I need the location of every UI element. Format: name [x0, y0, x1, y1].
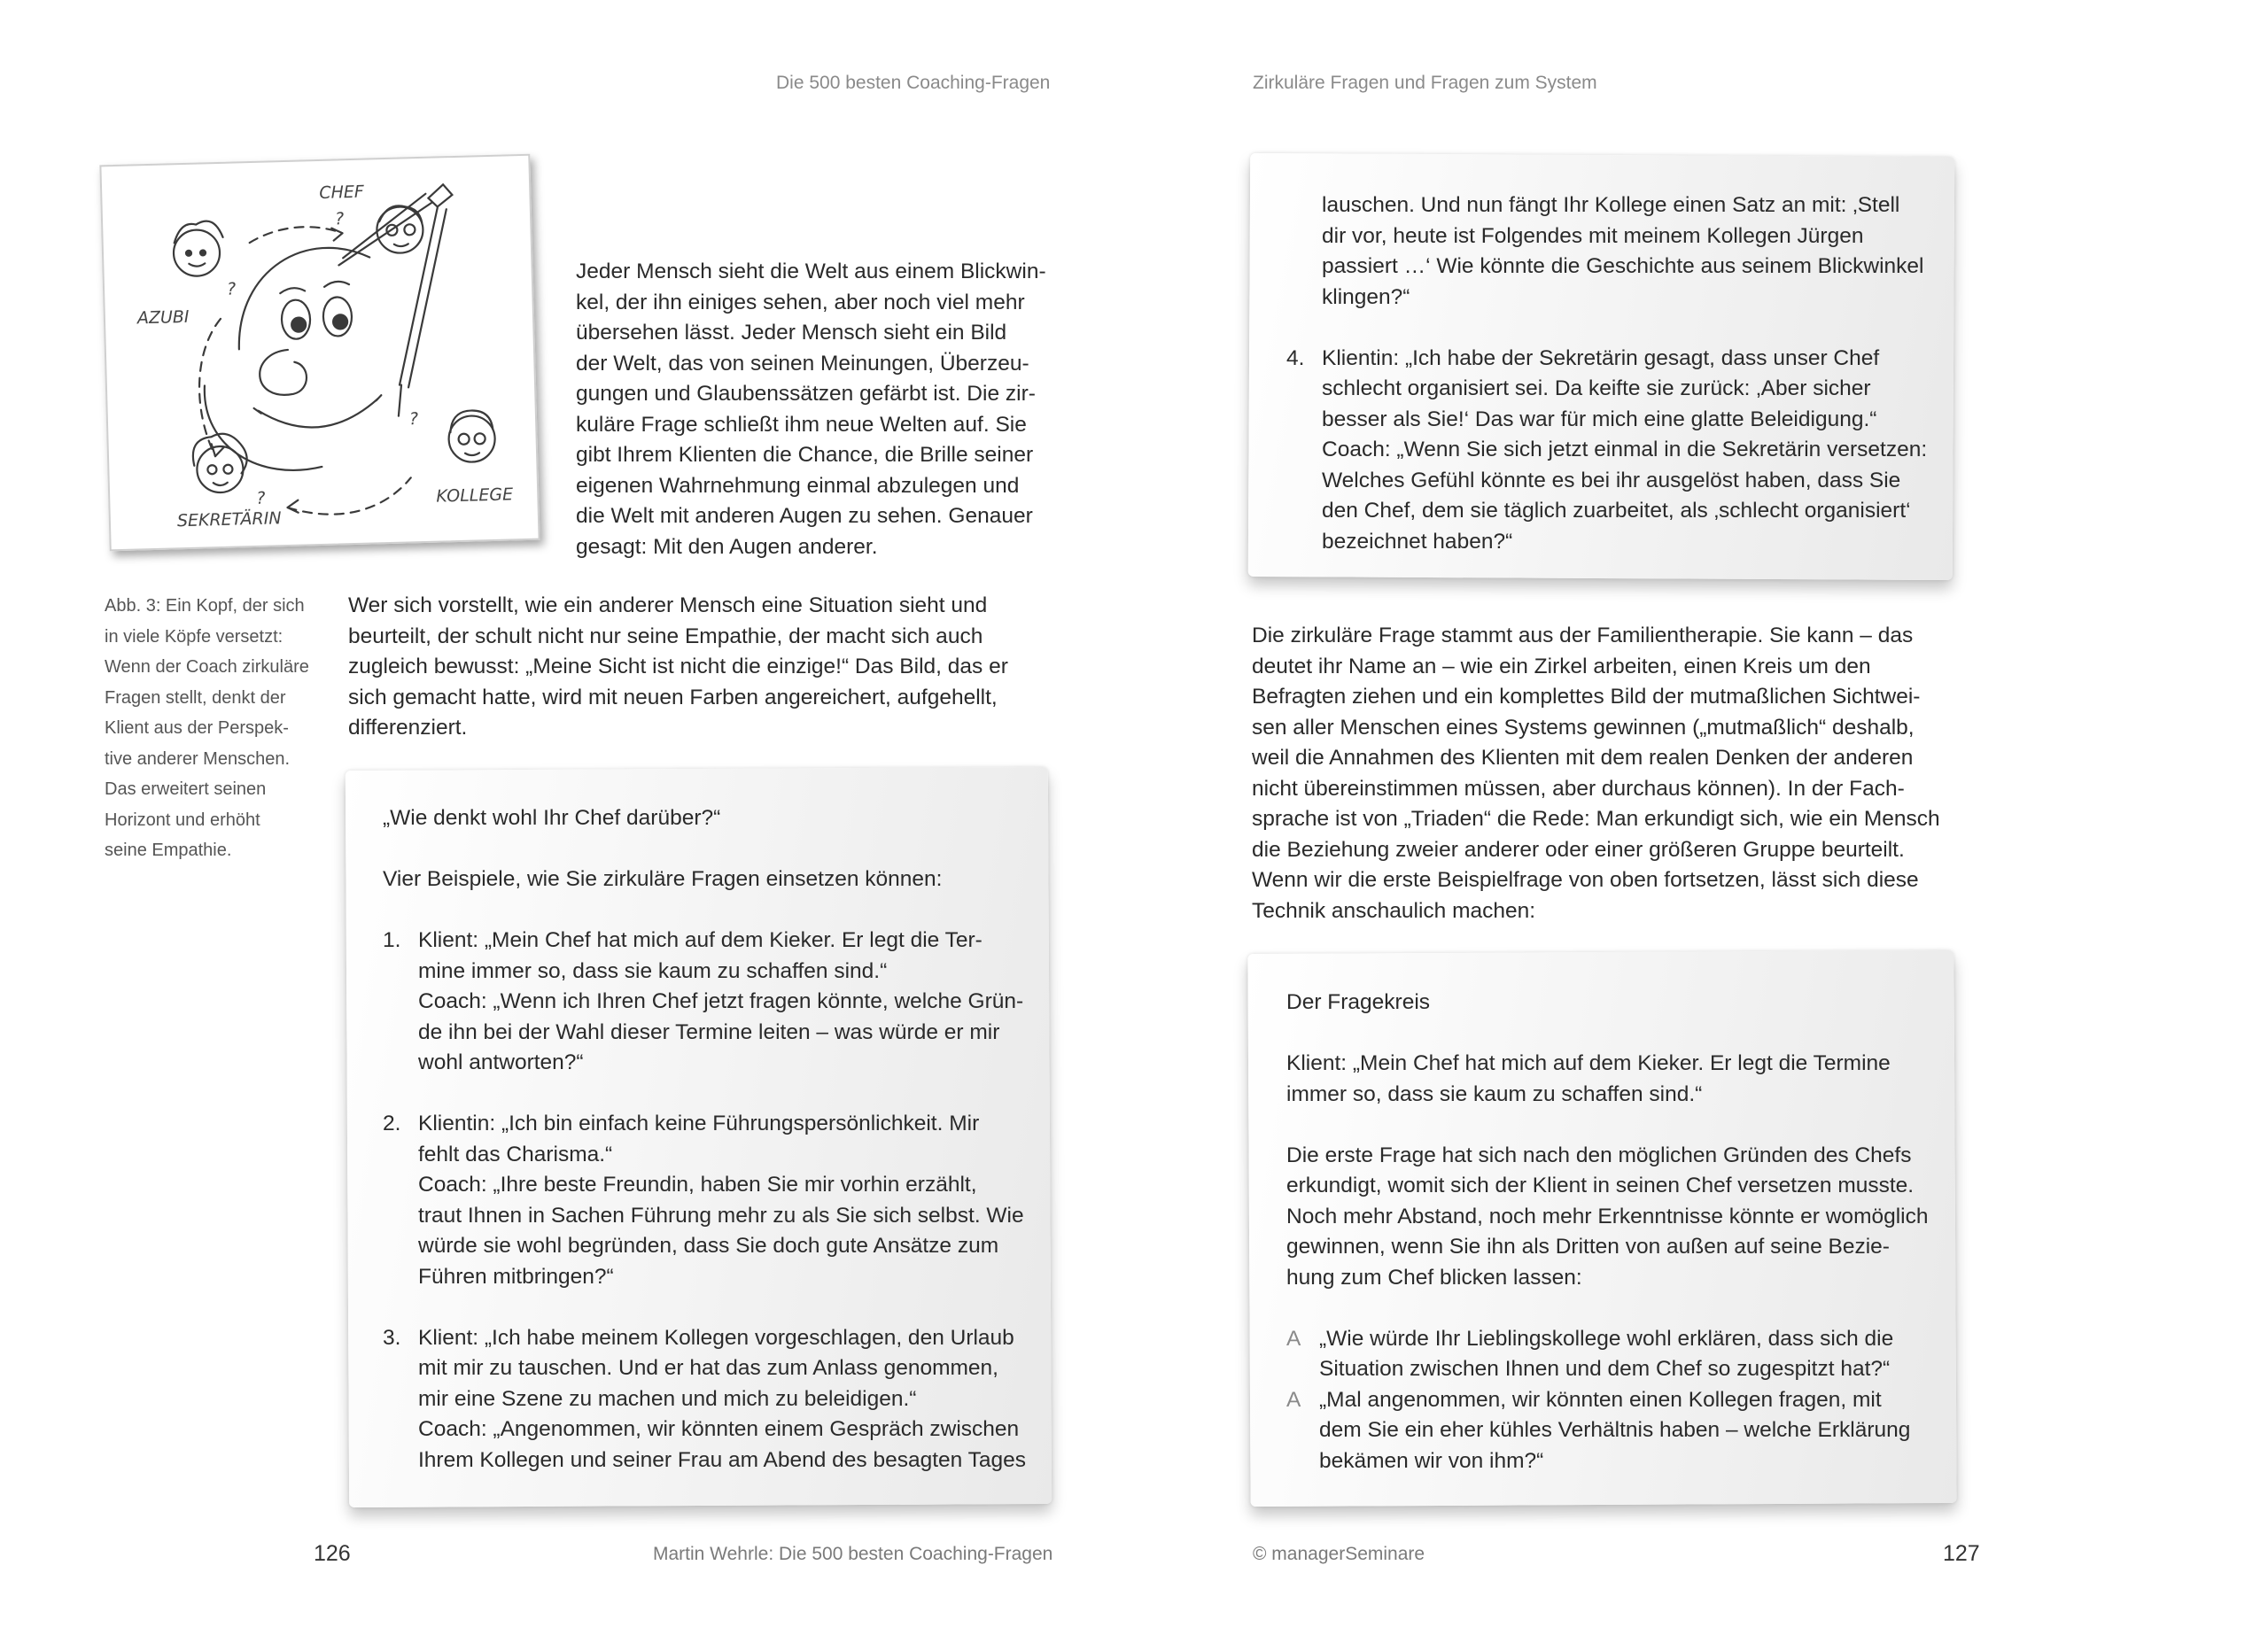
explanation-line: erkundigt, womit sich der Klient in seinen Chef versetzen musste. [1286, 1174, 1915, 1197]
text-line: Wenn wir die erste Beispielfrage von oben fortsetzen, lässt sich diese [1252, 868, 1919, 892]
item-line: mit mir zu tauschen. Und er hat das zum Anlass genommen, [418, 1356, 998, 1380]
continued-item [1286, 190, 1942, 313]
bullet-line: „Wie würde Ihr Lieblingskollege wohl erklären, dass sich die [1319, 1326, 1894, 1351]
explanation-line: Die erste Frage hat sich nach den möglichen Gründen des Chefs [1286, 1143, 1912, 1167]
item-line: Führen mitbringen?“ [418, 1264, 614, 1289]
fragekreis-card-content [1286, 988, 1942, 1476]
item-line: dir vor, heute ist Folgendes mit meinem Kollegen Jürgen [1322, 223, 1864, 248]
svg-text:?: ? [408, 409, 419, 430]
list-number: 4. [1286, 345, 1305, 370]
empathy-paragraph [348, 591, 1008, 744]
item-line: Welches Gefühl könnte es bei ihr ausgelöst haben, dass Sie [1322, 468, 1901, 492]
list-number: 1. [383, 928, 401, 952]
text-line: die Welt mit anderen Augen zu sehen. Genauer [576, 504, 1033, 528]
text-line: der Welt, das von seinen Meinungen, Überzeu- [576, 351, 1029, 376]
azubi-head [173, 229, 220, 276]
caption-line: Horizont und erhöht [105, 810, 260, 830]
caption-line: seine Empathie. [105, 841, 232, 860]
svg-text:?: ? [256, 488, 266, 508]
bullet-line: bekämen wir von ihm?“ [1319, 1448, 1544, 1473]
text-line: differenziert. [348, 716, 468, 740]
examples-card-content [383, 803, 1038, 1476]
item-line: traut Ihnen in Sachen Führung mehr zu als Sie sich selbst. Wie [418, 1203, 1024, 1228]
text-line: eigenen Wahrnehmung einmal abzulegen und [576, 473, 1020, 498]
text-line: sich gemacht hatte, wird mit neuen Farben angereichert, aufgehellt, [348, 685, 998, 709]
client-line: Klient: „Mein Chef hat mich auf dem Kieker. Er legt die Termine [1286, 1051, 1891, 1075]
caption-line: in viele Köpfe versetzt: [105, 626, 284, 647]
bullet-marker: A [1286, 1326, 1301, 1351]
text-line: Jeder Mensch sieht die Welt aus einem Blickwin- [576, 260, 1046, 283]
caption-line: Fragen stellt, denkt der [105, 687, 286, 708]
item-line: lauschen. Und nun fängt Ihr Kollege einen Satz an mit: ‚Stell [1322, 193, 1900, 217]
running-head-left: Die 500 besten Coaching-Fragen [776, 73, 1051, 93]
text-line: deutet ihr Name an – wie ein Zirkel arbeiten, einen Kreis um den [1252, 654, 1871, 678]
item-line: de ihn bei der Wahl dieser Termine leiten – was würde er mir [418, 1019, 1000, 1044]
intro-paragraph [576, 257, 1046, 562]
figure-caption [105, 591, 309, 866]
bullet-line: Situation zwischen Ihnen und dem Chef so zugespitzt hat?“ [1319, 1357, 1891, 1381]
arrow-top [249, 226, 342, 243]
text-line: Befragten ziehen und ein komplettes Bild der mutmaßlichen Sichtwei- [1252, 685, 1921, 709]
item-line: Klient: „Mein Chef hat mich auf dem Kieker. Er legt die Ter- [418, 928, 983, 952]
text-line: weil die Annahmen des Klienten mit dem realen Denken der anderen [1252, 746, 1914, 770]
caption-line: Das erweitert seinen [105, 779, 267, 799]
label-azubi: AZUBI [136, 306, 190, 329]
text-line: kuläre Frage schließt ihm neue Welten auf. Sie [576, 412, 1027, 437]
list-number-spacer [1286, 190, 1322, 313]
item-line: fehlt das Charisma.“ [418, 1142, 613, 1166]
running-head-right: Zirkuläre Fragen und Fragen zum System [1253, 73, 1597, 93]
svg-text:?: ? [334, 209, 345, 229]
text-line: die Beziehung zweier anderer oder einer größeren Gruppe beurteilt. [1252, 837, 1905, 862]
page-number-right: 127 [1943, 1541, 1980, 1566]
item-line: Coach: „Wenn Sie sich jetzt einmal in die Sekretärin versetzen: [1322, 438, 1928, 461]
item-line: mir eine Szene zu machen und mich zu beleidigen.“ [418, 1386, 917, 1411]
text-line: beurteilt, der schult nicht nur seine Empathie, der macht sich auch [348, 624, 983, 648]
explanation-line: gewinnen, wenn Sie ihn als Dritten von außen auf seine Bezie- [1286, 1235, 1890, 1259]
text-line: sprache ist von „Triaden“ die Rede: Man erkundigt sich, wie ein Mensch [1252, 807, 1940, 831]
text-line: zugleich bewusst: „Meine Sicht ist nicht die einzige!“ Das Bild, das er [348, 655, 1008, 678]
label-chef: CHEF [318, 182, 365, 203]
bullet-marker: A [1286, 1387, 1301, 1412]
text-line: Die zirkuläre Frage stammt aus der Familientherapie. Sie kann – das [1252, 624, 1914, 647]
item-line: besser als Sie!‘ Das war für mich eine glatte Beleidigung.“ [1322, 407, 1877, 431]
page-number-left: 126 [314, 1541, 351, 1566]
item-line: würde sie wohl begründen, dass Sie doch gute Ansätze zum [418, 1234, 999, 1258]
caption-line: Wenn der Coach zirkuläre [105, 657, 309, 677]
text-line: übersehen lässt. Jeder Mensch sieht ein Bild [576, 321, 1007, 345]
item-line: den Chef, dem sie täglich zuarbeitet, als ‚schlecht organisiert‘ [1322, 499, 1911, 523]
svg-text:?: ? [226, 279, 237, 299]
nose [259, 349, 307, 395]
item-line: Klient: „Ich habe meinem Kollegen vorgeschlagen, den Urlaub [418, 1325, 1014, 1350]
text-line: kel, der ihn einiges sehen, aber noch viel mehr [576, 290, 1025, 314]
sketch-drawing [101, 156, 538, 549]
item-line: Klientin: „Ich bin einfach keine Führungspersönlichkeit. Mir [418, 1112, 980, 1135]
label-sekretaerin: SEKRETÄRIN [176, 508, 282, 531]
sketch-illustration [99, 154, 540, 552]
list-number: 2. [383, 1112, 401, 1135]
bullet-line: dem Sie ein eher kühles Verhältnis haben – welche Erklärung [1319, 1418, 1911, 1442]
explanation-line: Noch mehr Abstand, noch mehr Erkenntnisse könnte er womöglich [1286, 1204, 1929, 1228]
head-outline [237, 247, 372, 350]
list-number: 3. [383, 1325, 401, 1350]
item-line: Coach: „Wenn ich Ihren Chef jetzt fragen könnte, welche Grün- [418, 989, 1024, 1013]
list-item [383, 1109, 1038, 1292]
item-line: mine immer so, dass sie kaum zu schaffen sind.“ [418, 958, 888, 983]
footer-left: Martin Wehrle: Die 500 besten Coaching-Fragen [653, 1544, 1053, 1564]
item-line: schlecht organisiert sei. Da keifte sie zurück: ‚Aber sicher [1322, 376, 1871, 400]
card-question: „Wie denkt wohl Ihr Chef darüber?“ [383, 806, 721, 830]
item-line: passiert …‘ Wie könnte die Geschichte aus seinem Blickwinkel [1322, 254, 1924, 278]
text-line: nicht übereinstimmen müssen, aber durchaus können). In der Fach- [1252, 776, 1905, 801]
bullet-item [1286, 1385, 1942, 1477]
list-item [1286, 344, 1942, 558]
caption-line: tive anderer Menschen. [105, 748, 291, 769]
text-line: sen aller Menschen eines Systems gewinnen („mutmaßlich“ deshalb, [1252, 715, 1915, 740]
item-line: Klientin: „Ich habe der Sekretärin gesagt, dass unser Chef [1322, 345, 1880, 370]
label-kollege: KOLLEGE [436, 484, 514, 507]
text-line: gibt Ihrem Klienten die Chance, die Brille seiner [576, 443, 1034, 467]
caption-line: Abb. 3: Ein Kopf, der sich [105, 596, 305, 616]
family-therapy-paragraph [1252, 621, 1940, 926]
arrow-bottom [287, 477, 412, 515]
text-line: Technik anschaulich machen: [1252, 898, 1536, 923]
item-line: Coach: „Angenommen, wir könnten einem Gespräch zwischen [418, 1417, 1020, 1441]
list-item [383, 1323, 1038, 1476]
card-title: Der Fragekreis [1286, 990, 1431, 1014]
bullet-item [1286, 1324, 1942, 1385]
card-intro: Vier Beispiele, wie Sie zirkuläre Fragen einsetzen können: [383, 867, 943, 891]
bullet-line: „Mal angenommen, wir könnten einen Kollegen fragen, mit [1319, 1387, 1882, 1412]
text-line: Wer sich vorstellt, wie ein anderer Mensch eine Situation sieht und [348, 593, 988, 617]
item-line: klingen?“ [1322, 284, 1410, 309]
smile [258, 399, 378, 429]
footer-right: © managerSeminare [1253, 1544, 1425, 1564]
text-line: gungen und Glaubenssätzen gefärbt ist. Die zir- [576, 382, 1036, 406]
explanation-line: hung zum Chef blicken lassen: [1286, 1265, 1582, 1290]
item-line: wohl antworten?“ [418, 1050, 584, 1074]
item-line: Ihrem Kollegen und seiner Frau am Abend des besagten Tages [418, 1447, 1026, 1472]
continued-examples-content [1286, 190, 1942, 557]
item-line: Coach: „Ihre beste Freundin, haben Sie mir vorhin erzählt, [418, 1173, 977, 1197]
caption-line: Klient aus der Perspek- [105, 718, 289, 738]
item-line: bezeichnet haben?“ [1322, 529, 1513, 554]
client-line: immer so, dass sie kaum zu schaffen sind.“ [1286, 1081, 1703, 1106]
list-item [383, 926, 1038, 1079]
text-line: gesagt: Mit den Augen anderer. [576, 534, 878, 559]
